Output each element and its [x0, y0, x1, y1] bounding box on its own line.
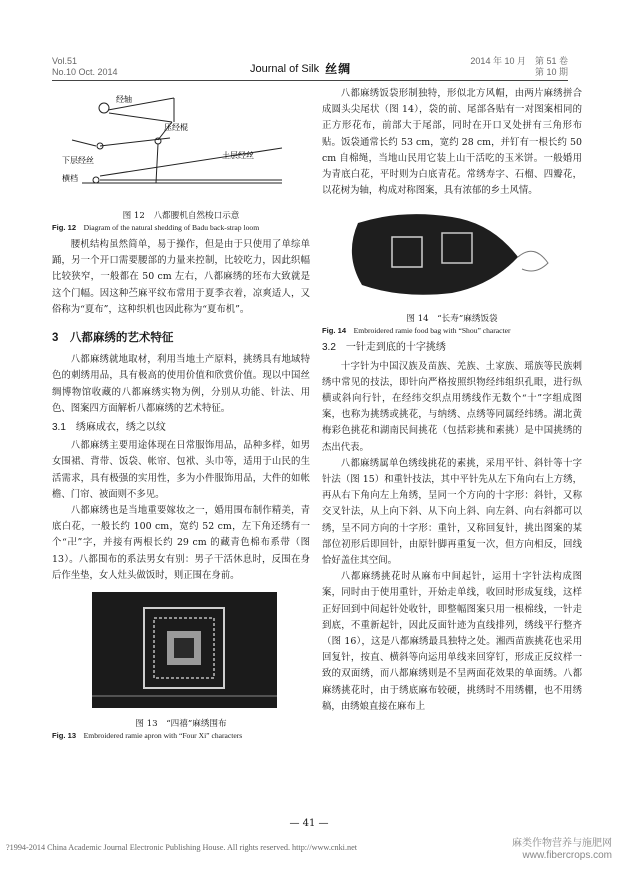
watermark: 麻类作物营养与施肥网 www.fibercrops.com	[512, 838, 612, 861]
cn-volume: 第 51 卷	[534, 56, 568, 66]
figure-13-caption-cn: 图 13 “四禧”麻绣围布	[135, 719, 227, 730]
figure-14-caption-en: Fig. 14 Embroidered ramie food bag with “Shou” character	[322, 326, 511, 336]
right-column	[322, 86, 582, 715]
paragraph: 八都麻绣饭袋形制独特，形似北方风帽，由两片麻绣拼合成圆头尖尾状（图 14），袋的前、尾部各贴有一对图案相同的正方形花布，前部大于尾部，同时在开口叉处拼有三角形布贴。饭袋通常长约 53 cm，宽约 28 cm，并钉有一根长约 50 cm 自棉绳，当地山民用它装上山干活吃的玉米饼。一般婚用为青底白花，平时则为白底青花。常绣寿字、石榴、四瓣花，以花树为轴，构成对称图案，具有浓郁的乡土风情。	[322, 88, 582, 197]
label-lower-warp: 下层经丝	[62, 156, 94, 165]
paragraph: 八都麻绣挑花时从麻布中间起针，运用十字针法构成图案，同时由于使用重针，开始走单线，收回时形成复线，这样正好回到中间起针处收针，即整幅图案只用一根棉线，一针走到底，不重新起针，因此反面针迹为直线排列，绣线平行整齐（图 16），这是八都麻绣最具独特之处。湘西苗族挑花也采用回复针，按直、横斜等向运用单线来回穿钉，形成正反纹样一致的双面绣，而八都麻绣则是不呈两面花效果的单面绣。八都麻绣挑花时，由于绣底麻布较硬，挑绣时不用绣棚，也不用绣稿，由绣娘直接在麻布上	[322, 571, 582, 712]
label-crossbar: 横档	[62, 174, 78, 183]
figure-12-caption-cn: 图 12 八都腰机自然梭口示意	[122, 211, 240, 221]
paragraph: 八都麻绣主要用途体现在日常服饰用品，品种多样，如男女围裙、背带、饭袋、帐帘、包袱、头巾等，适用于山民的生活需求，具有极强的实用性，多为小件服饰用品，大件的如帐檐、门帘、被面则不多见。	[52, 440, 310, 500]
header-volume-info	[52, 56, 118, 78]
volume: Vol.51	[52, 56, 78, 66]
left-column	[52, 86, 310, 745]
cn-date: 2014 年 10 月	[470, 56, 526, 66]
figure-12-caption-en: Fig. 12 Diagram of the natural shedding of Badu back-strap loom	[52, 223, 260, 232]
subsection-3-2-heading: 3.2 一针走到底的十字挑绣	[322, 342, 446, 354]
paragraph: 八都麻绣就地取材，利用当地土产原料，挑绣具有地域特色的刺绣用品，具有极高的使用价值和欣赏价值。现以中国丝绸博物馆收藏的八都麻绣实物为例，分别从功能、针法、用色、图案四方面解析八都麻绣的艺术特征。	[52, 354, 310, 414]
subsection-3-1-heading: 3.1 绣麻成衣，绣之以纹	[52, 422, 166, 434]
section-3-heading: 3 八都麻绣的艺术特征	[52, 332, 174, 345]
issue: No.10 Oct. 2014	[52, 67, 118, 77]
journal-title	[250, 60, 351, 77]
header-cn-info	[470, 56, 568, 78]
paragraph: 十字针为中国汉族及苗族、羌族、土家族、瑶族等民族刺绣中常见的技法，即针向严格按照织物经纬组织孔眼，进行纵横或斜向行针，在经纬交织点用绣线作无数个“十”字组成图案，也称为挑绣或挑花，与纳绣、点绣等同属经纬绣。湖北黄梅彩色挑花和湖南民间挑花（包括彩挑和素挑）是中国挑绣的杰出代表。	[322, 360, 582, 453]
figure-13-apron-photo	[52, 588, 310, 716]
journal-logo: 丝绸	[325, 62, 352, 76]
paragraph: 腰机结构虽然简单，易于操作，但是由于只使用了单综单踊，另一个开口需要腰部的力量来控制，比较吃力，因此织幅比较狭窄，一般都在 50 cm 左右，八都麻绣的坯布大致就是这个门幅。因这种苎麻平纹布常用于夏季衣着，凉爽适人，又俗称为“夏布”，这种织机也因此称为“夏布机”。	[52, 239, 310, 315]
label-warp-beam: 经轴	[116, 95, 132, 104]
figure-14-caption-cn: 图 14 “长寿”麻绣饭袋	[406, 314, 498, 325]
copyright-line: ?1994-2014 China Academic Journal Electronic Publishing House. All rights reserved. http://www.cnki.net	[6, 843, 358, 852]
warp-beam-icon	[99, 103, 109, 113]
figure-13-caption-en: Fig. 13 Embroidered ramie apron with “Four Xi” characters	[52, 731, 243, 741]
figure-12-loom-diagram	[52, 88, 310, 208]
label-upper-warp: 土层经丝	[222, 151, 254, 160]
paragraph: 八都麻绣也是当地重要嫁妆之一，婚用围布制作精美，青底白花，一般长约 100 cm，宽约 52 cm，左下角还绣有一个“卍”字，并接有两根长约 29 cm 的藏青色棉布系带（图 13）。八都围布的系法男女有别：男子干活休息时，反围在身后作坐垫，女人灶头做饭时，则正围在身前。	[52, 505, 310, 581]
journal-name: Journal of Silk	[250, 62, 320, 75]
cn-number: 第 10 期	[534, 67, 568, 77]
label-press-rod: 压经棍	[164, 123, 188, 132]
figure-14-food-bag-photo	[322, 203, 582, 311]
header-rule	[52, 80, 568, 81]
paragraph: 八都麻绣属单色绣线挑花的素挑，采用平针、斜针等十字针法（图 15）和重针技法，其中平针先从左下角向右上方绣，再从右下角向左上角绣，呈同一个方向的十字形：斜针，又称交叉针法，从上向下斜、从下向上斜、向左斜、向右斜都可以绣，呈不同方向的十字形：重针，又称回复针，挑出图案的某部位初形后即回针，由原针脚再重复一次，但方向相反，回线恰好盖住其空间。	[322, 457, 582, 567]
page-number: — 41 —	[289, 818, 329, 829]
